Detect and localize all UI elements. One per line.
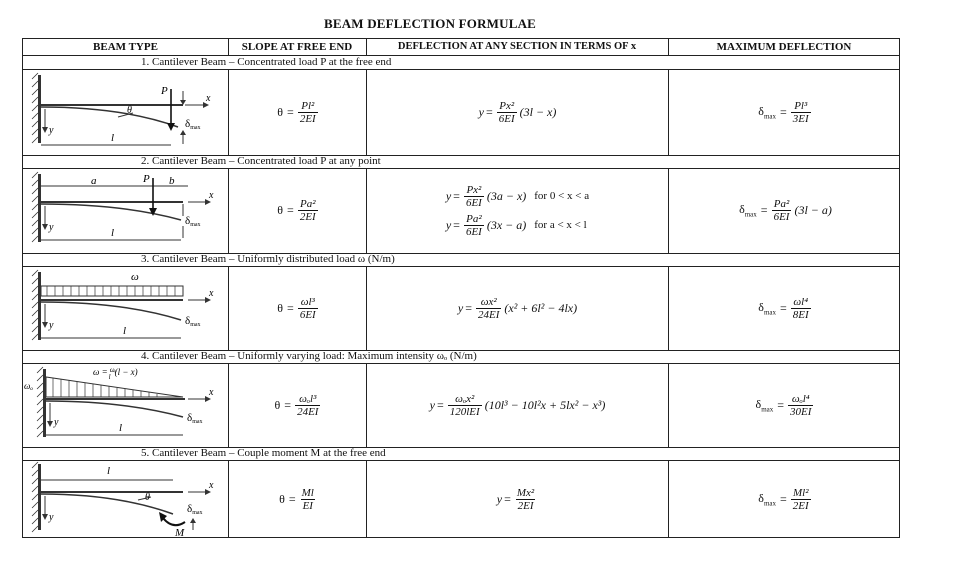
case-3-deflection-denominator: 24EI (478, 308, 500, 321)
case-2-deflection: y = $\frac{\text{Px²}}{6EI}$ (3a − x) for 0 < x < a y = $\frac{\text{Pa²}}{6EI}$ (3x − a) for a < x < l (445, 183, 590, 238)
case-5-deflection: y = $\frac{\text{Mx²}}{2EI}$ (496, 486, 535, 512)
case-4-deflection-factor: (10l³ − 10l²x + 5lx² − x³) (484, 397, 606, 412)
case-5-length-label: l (107, 465, 111, 477)
case-5-label: 5. Cantilever Beam – Couple moment M at the free end (141, 447, 386, 459)
case-3-deflection: y = $\frac{\text{ωx²}}{24EI}$ (x² + 6l² − 4lx) (457, 295, 578, 321)
case-2-deflection-2-factor: (3x − a) (486, 217, 527, 232)
formula-table (22, 38, 900, 538)
case-4-deflection-numerator: ωₒx² (455, 392, 475, 405)
case-1-deflection: y = $\frac{\text{Px²}}{6EI}$ (3l − x) (478, 99, 557, 125)
case-4-deflection-denominator: 120lEI (449, 405, 480, 418)
case-3-slope: θ = $\frac{\text{ωl³}}{6EI}$ (277, 295, 316, 321)
case-2-max-numerator: Pa² (773, 198, 790, 210)
case-1-deflection-numerator: Px² (499, 99, 515, 112)
case-3-deflection-factor: (x² + 6l² − 4lx) (504, 300, 578, 315)
case-4-slope-numerator: ωₒl³ (299, 392, 317, 405)
case-1-slope: θ = $\frac{\text{Pl²}}{2EI}$ (277, 99, 316, 125)
case-4-label: 4. Cantilever Beam – Uniformly varying load: Maximum intensity ωₒ (N/m) (141, 350, 477, 362)
case-1-x-label: x (206, 93, 211, 104)
page-title: BEAM DEFLECTION FORMULAE (323, 16, 537, 31)
case-3-deflection-numerator: ωx² (480, 295, 497, 308)
header-deflection: DEFLECTION AT ANY SECTION IN TERMS OF x (397, 41, 637, 52)
case-4-slope-denominator: 24EI (297, 405, 319, 418)
case-4-max-denominator: 30EI (790, 405, 812, 418)
case-5-slope-denominator: EI (302, 499, 313, 512)
case-4-max: $\delta_{max}$ = $\frac{\text{ωₒl⁴}}{30EI}$ (755, 392, 812, 418)
case-2-slope: θ = $\frac{\text{Pa²}}{2EI}$ (277, 198, 316, 223)
header-beam-type: BEAM TYPE (93, 41, 158, 53)
case-3-y-label: y (49, 320, 54, 331)
case-5-max: $\delta_{max}$ = $\frac{\text{Ml²}}{2EI}$ (758, 486, 809, 512)
case-1-beam-diagram (23, 69, 228, 155)
case-2-label: 2. Cantilever Beam – Concentrated load P at any point (141, 155, 381, 167)
case-4-max-numerator: ωₒl⁴ (791, 392, 810, 405)
case-2-length-label: l (111, 227, 115, 239)
case-1-deflection-denominator: 6EI (498, 112, 515, 125)
case-5-slope: θ = $\frac{Ml}{EI}$ (279, 486, 314, 512)
case-1-max-denominator: 3EI (792, 112, 809, 125)
case-3-max: $\delta_{max}$ = $\frac{\text{ωl⁴}}{8EI}$ (758, 295, 809, 321)
case-3-slope-numerator: ωl³ (300, 295, 315, 308)
case-1-slope-numerator: Pl² (301, 99, 315, 112)
case-5-theta-label: θ (145, 492, 150, 503)
case-3-delta-label: δmax (185, 315, 201, 328)
header-max: MAXIMUM DEFLECTION (716, 41, 852, 53)
case-4-intensity-label: ωₒ (24, 381, 33, 391)
case-2-slope-denominator: 2EI (299, 211, 316, 223)
case-5-delta-label: δmax (187, 503, 203, 516)
case-2-max-factor: (3l − a) (794, 203, 832, 217)
case-4-load-expression: ω = $^{\omega_o}$ l (l − x) (93, 366, 138, 381)
column-divider (366, 39, 367, 55)
case-4-delta-label: δmax (187, 412, 203, 425)
case-1-delta-label: δmax (185, 118, 201, 131)
case-2-deflection-2-denominator: 6EI (465, 225, 482, 238)
case-2-deflection-1-factor: (3a − x) (486, 188, 527, 203)
case-5-slope-numerator: Ml (301, 486, 314, 499)
case-2-slope-numerator: Pa² (299, 198, 316, 210)
case-5-max-denominator: 2EI (792, 499, 809, 512)
case-4-length-label: l (119, 422, 123, 434)
case-2-beam-diagram (23, 168, 228, 253)
case-2-delta-label: δmax (185, 215, 201, 228)
case-5-deflection-denominator: 2EI (517, 499, 534, 512)
case-3-x-label: x (209, 288, 214, 299)
case-1-y-label: y (49, 125, 54, 136)
case-1-deflection-factor: (3l − x) (519, 104, 557, 119)
case-5-beam-diagram (23, 460, 228, 538)
case-2-deflection-1-condition: for 0 < x < a (534, 190, 590, 202)
case-3-load-label: ω (131, 271, 139, 283)
case-3-label: 3. Cantilever Beam – Uniformly distributed load ω (N/m) (141, 253, 395, 265)
case-3-max-numerator: ωl⁴ (793, 295, 809, 308)
case-2-x-label: x (209, 190, 214, 201)
case-4-x-label: x (209, 387, 214, 398)
case-4-slope: θ = $\frac{\text{ωₒl³}}{24EI}$ (274, 392, 319, 418)
case-3-slope-denominator: 6EI (299, 308, 316, 321)
case-3-beam-diagram (23, 266, 228, 350)
case-2-deflection-2-condition: for a < x < l (534, 219, 587, 231)
case-5-max-numerator: Ml² (792, 486, 809, 499)
case-2-max: $\delta_{max}$ = $\frac{\text{Pa²}}{6EI}$ (3l − a) (739, 198, 832, 223)
case-2-a-label: a (91, 175, 97, 187)
case-2-y-label: y (49, 222, 54, 233)
case-2-load-label: P (143, 173, 150, 185)
case-1-load-label: P (161, 85, 168, 97)
case-2-max-denominator: 6EI (773, 211, 790, 223)
case-4-y-label: y (54, 417, 59, 428)
case-3-max-denominator: 8EI (792, 308, 809, 321)
case-5-y-label: y (49, 512, 54, 523)
case-1-length-label: l (111, 132, 115, 144)
case-1-slope-denominator: 2EI (299, 112, 316, 125)
case-5-x-label: x (209, 480, 214, 491)
column-divider (228, 39, 229, 55)
case-1-label: 1. Cantilever Beam – Concentrated load P at the free end (141, 56, 392, 68)
case-4-beam-diagram (23, 363, 228, 447)
case-4-deflection: y = $\frac{\text{ωₒx²}}{\text{120lEI}}$ (10l³ − 10l²x + 5lx² − x³) (429, 392, 606, 418)
header-slope: SLOPE AT FREE END (241, 41, 353, 53)
case-2-deflection-1-denominator: 6EI (465, 196, 482, 209)
case-2-deflection-2-numerator: Pa² (466, 212, 482, 225)
column-divider (668, 39, 669, 55)
case-1-theta-label: θ (127, 105, 132, 116)
case-3-length-label: l (123, 325, 127, 337)
case-2-deflection-1-numerator: Px² (466, 183, 482, 196)
case-5-deflection-numerator: Mx² (516, 486, 535, 499)
case-5-moment-label: M (175, 527, 185, 539)
case-1-max: $\delta_{max}$ = $\frac{\text{Pl³}}{3EI}$ (758, 99, 809, 125)
case-1-max-numerator: Pl³ (794, 99, 808, 112)
case-2-b-label: b (169, 175, 175, 187)
